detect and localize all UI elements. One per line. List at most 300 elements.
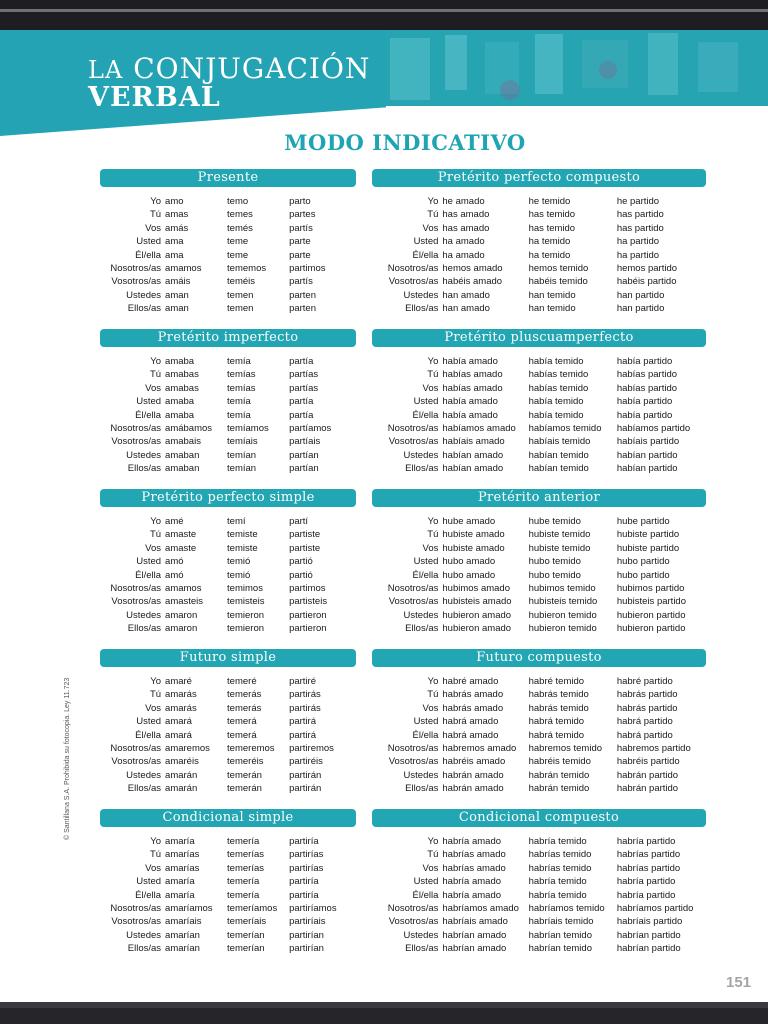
form-ir: habéis partido [616, 276, 677, 288]
person-label: Usted [413, 876, 439, 888]
form-er: temeréis [227, 756, 264, 768]
person-label: Tú [149, 849, 162, 861]
conjugation-row [100, 729, 356, 742]
conjugation-row [372, 929, 706, 942]
form-ar: amaréis [165, 756, 199, 768]
form-er: habréis temido [528, 756, 591, 768]
person-label: Yo [150, 516, 162, 527]
form-ir: habría partido [616, 836, 676, 847]
form-er: habrían temido [528, 943, 592, 955]
form-ar: amaba [165, 396, 195, 408]
form-er: temió [227, 569, 251, 581]
form-ir: hubiste partido [616, 542, 680, 554]
form-er: temeríais [227, 916, 267, 928]
form-ar: amabais [165, 436, 201, 448]
form-ar: hubieron amado [442, 623, 512, 635]
form-er: tememos [227, 262, 267, 274]
person-label: Vos [422, 542, 439, 554]
form-ar: habría amado [442, 889, 502, 901]
person-label: Ellos/as [405, 943, 439, 955]
conjugation-row [372, 382, 706, 395]
person-label: Usted [136, 556, 162, 568]
person-label: Ellos/as [405, 623, 439, 635]
form-ir: habríamos partido [616, 902, 694, 914]
section-heading: MODO INDICATIVO [284, 130, 526, 155]
top-bar-line [0, 9, 768, 12]
person-label: Yo [427, 516, 439, 527]
form-er: había temido [528, 396, 584, 408]
conjugation-row [100, 862, 356, 875]
form-ar: amás [165, 222, 189, 234]
form-ir: han partido [616, 303, 665, 315]
conjugation-row [100, 542, 356, 555]
form-ir: partisteis [289, 596, 328, 608]
form-ar: amáis [165, 276, 191, 288]
form-ar: habremos amado [442, 742, 517, 754]
form-ir: habrás partido [616, 689, 678, 701]
person-label: Vos [145, 702, 162, 714]
conjugation-row [372, 769, 706, 782]
person-label: Él/ella [412, 249, 439, 261]
form-ar: amaremos [165, 742, 210, 754]
form-ir: partiré [289, 676, 316, 687]
conjugation-row [372, 542, 706, 555]
conjugation-row [100, 368, 356, 381]
conjugation-row [100, 688, 356, 701]
form-ar: ha amado [442, 249, 485, 261]
person-label: Él/ella [412, 889, 439, 901]
form-er: habríamos temido [528, 902, 605, 914]
form-ar: amarías [165, 849, 200, 861]
person-label: Ustedes [126, 609, 162, 621]
person-label: Ellos/as [127, 303, 162, 315]
form-ar: hemos amado [442, 262, 503, 274]
person-label: Usted [136, 716, 162, 728]
form-ir: partíais [289, 436, 321, 448]
person-label: Ustedes [126, 289, 162, 301]
conjugation-row [100, 355, 356, 368]
form-ir: habrá partido [616, 716, 673, 728]
person-label: Tú [149, 209, 162, 221]
conjugation-row [100, 769, 356, 782]
person-label: Tú [427, 849, 439, 861]
form-er: temieron [227, 623, 265, 635]
form-ar: habríais amado [442, 916, 508, 928]
form-ir: hube partido [616, 516, 670, 527]
conjugation-row [100, 235, 356, 248]
form-ir: hubieron partido [616, 609, 686, 621]
form-ir: habrían partido [616, 943, 681, 955]
form-ar: aman [165, 289, 189, 301]
person-label: Tú [427, 369, 439, 381]
form-er: hubiste temido [528, 529, 591, 541]
conjugation-row [100, 835, 356, 848]
conjugation-row [100, 902, 356, 915]
form-er: habrá temido [528, 729, 585, 741]
person-label: Vos [422, 702, 439, 714]
form-er: habría temido [528, 889, 587, 901]
form-ar: amabas [165, 369, 199, 381]
person-label: Ustedes [126, 449, 162, 461]
form-ar: hubo amado [442, 569, 496, 581]
form-ir: partieron [289, 623, 327, 635]
form-ar: amaban [165, 449, 200, 461]
person-label: Nosotros/as [387, 902, 439, 914]
form-ir: partiste [289, 542, 321, 554]
form-er: hube temido [528, 516, 581, 527]
form-er: habrías temido [528, 849, 592, 861]
conjugation-row [372, 528, 706, 541]
person-label: Usted [413, 396, 439, 408]
form-ir: habremos partido [616, 742, 691, 754]
person-label: Él/ella [135, 409, 162, 421]
conjugation-row [372, 275, 706, 288]
form-er: hubieron temido [528, 609, 597, 621]
person-label: Tú [427, 689, 439, 701]
form-ar: habíais amado [442, 436, 505, 448]
form-ir: partirán [289, 769, 322, 781]
form-er: habrás temido [528, 689, 589, 701]
form-ir: habías partido [616, 382, 678, 394]
conjugation-row [100, 222, 356, 235]
conjugation-row [100, 302, 356, 315]
form-er: hubieron temido [528, 623, 597, 635]
conjugation-row [100, 715, 356, 728]
page-number: 151 [726, 974, 752, 991]
person-label: Yo [150, 676, 162, 687]
conjugation-row [372, 395, 706, 408]
form-ir: había partido [616, 356, 673, 367]
form-er: temerías [227, 862, 265, 874]
conjugation-row [100, 622, 356, 635]
person-label: Ustedes [403, 289, 439, 301]
form-ir: ha partido [616, 236, 660, 248]
conjugation-row [100, 289, 356, 302]
person-label: Usted [413, 236, 439, 248]
page-title-line2: VERBAL [88, 82, 221, 113]
person-label: Nosotros/as [110, 422, 162, 434]
form-ir: partiste [289, 529, 321, 541]
form-ar: habríamos amado [442, 902, 519, 914]
tense-section [100, 329, 356, 476]
conjugation-row [372, 782, 706, 795]
form-er: temería [227, 836, 260, 847]
tense-title: Pretérito perfecto simple [100, 489, 356, 507]
tense-title: Futuro simple [100, 649, 356, 667]
form-ir: partieron [289, 609, 327, 621]
tense-title: Pretérito imperfecto [100, 329, 356, 347]
form-ar: has amado [442, 222, 490, 234]
person-label: Él/ella [412, 729, 439, 741]
person-label: Vosotros/as [111, 276, 162, 288]
person-label: Yo [427, 676, 439, 687]
person-label: Ellos/as [127, 623, 162, 635]
person-label: Vosotros/as [388, 436, 439, 448]
form-er: habría temido [528, 876, 587, 888]
window-top-bar [0, 0, 768, 30]
form-ar: amaron [165, 609, 198, 621]
person-label: Tú [149, 529, 162, 541]
form-ar: amabas [165, 382, 199, 394]
form-er: temió [227, 556, 251, 568]
form-er: temieron [227, 609, 265, 621]
form-ar: he amado [442, 196, 485, 207]
tense-title: Presente [100, 169, 356, 187]
conjugation-row [100, 462, 356, 475]
form-ir: partes [289, 209, 316, 221]
tense-section [372, 649, 706, 796]
form-ar: habrías amado [442, 862, 506, 874]
conjugation-row [100, 382, 356, 395]
conjugation-row [372, 462, 706, 475]
form-ar: amas [165, 209, 189, 221]
person-label: Ustedes [403, 449, 439, 461]
conjugation-row [100, 889, 356, 902]
form-er: temes [227, 209, 253, 221]
form-ar: habías amado [442, 382, 503, 394]
form-ir: habían partido [616, 449, 678, 461]
person-label: Ustedes [126, 769, 162, 781]
form-er: habrías temido [528, 862, 592, 874]
form-ar: amaste [165, 542, 197, 554]
person-label: Él/ella [412, 569, 439, 581]
person-label: Vos [422, 222, 439, 234]
person-label: Vosotros/as [111, 596, 162, 608]
person-label: Usted [136, 876, 162, 888]
form-ir: partía [289, 396, 314, 408]
form-ir: parte [289, 236, 311, 248]
person-label: Ellos/as [405, 303, 439, 315]
form-ar: han amado [442, 303, 490, 315]
form-ar: amarás [165, 702, 197, 714]
form-er: habían temido [528, 449, 589, 461]
conjugation-row [372, 595, 706, 608]
conjugation-rows [372, 195, 706, 316]
form-er: habéis temido [528, 276, 588, 288]
conjugation-row [372, 835, 706, 848]
person-label: Ellos/as [127, 783, 162, 795]
form-ir: partía [289, 356, 314, 367]
conjugation-row [372, 729, 706, 742]
form-ar: amaba [165, 356, 195, 367]
form-ir: habría partido [616, 876, 676, 888]
form-ar: amábamos [165, 422, 213, 434]
conjugation-row [100, 929, 356, 942]
conjugation-row [100, 275, 356, 288]
person-label: Vosotros/as [111, 916, 162, 928]
person-label: Él/ella [135, 569, 162, 581]
bottom-bar-line [0, 1002, 768, 1008]
conjugation-row [372, 848, 706, 861]
conjugation-row [372, 555, 706, 568]
form-er: hubiste temido [528, 542, 591, 554]
form-er: habías temido [528, 369, 589, 381]
form-ar: habían amado [442, 463, 504, 475]
form-ar: amasteis [165, 596, 204, 608]
form-ir: partirían [289, 943, 324, 955]
conjugation-row [372, 208, 706, 221]
form-ar: amarás [165, 689, 197, 701]
conjugation-row [372, 409, 706, 422]
conjugation-row [372, 355, 706, 368]
form-ar: amaría [165, 836, 195, 847]
person-label: Él/ella [135, 729, 162, 741]
conjugation-row [100, 742, 356, 755]
person-label: Ustedes [403, 769, 439, 781]
tense-section [100, 169, 356, 316]
person-label: Vos [145, 222, 162, 234]
form-ir: parten [289, 303, 316, 315]
form-ir: hubieron partido [616, 623, 686, 635]
conjugation-row [100, 942, 356, 955]
person-label: Vosotros/as [388, 276, 439, 288]
form-ar: habrá amado [442, 729, 499, 741]
tense-section [100, 489, 356, 636]
form-er: he temido [528, 196, 571, 207]
form-ir: partía [289, 409, 314, 421]
form-er: temo [227, 196, 249, 207]
form-ir: partís [289, 276, 313, 288]
form-er: temían [227, 449, 257, 461]
person-label: Ellos/as [127, 943, 162, 955]
form-ir: partirías [289, 862, 324, 874]
form-ir: había partido [616, 396, 673, 408]
form-ar: ama [165, 236, 184, 248]
form-er: habremos temido [528, 742, 603, 754]
form-ar: hubisteis amado [442, 596, 512, 608]
form-er: temerías [227, 849, 265, 861]
tense-section [372, 329, 706, 476]
page-title-line1: LA CONJUGACIÓN [88, 52, 371, 85]
conjugation-rows [100, 675, 356, 796]
form-ir: habrías partido [616, 849, 681, 861]
conjugation-row [100, 875, 356, 888]
conjugation-row [372, 195, 706, 208]
form-ar: habría amado [442, 836, 502, 847]
person-label: Tú [427, 209, 439, 221]
person-label: Ustedes [403, 929, 439, 941]
form-ar: habían amado [442, 449, 504, 461]
copyright-note: © Santillana S.A. Prohibida su fotocopia. Ley 11.723 [64, 677, 71, 840]
form-er: has temido [528, 209, 576, 221]
form-ar: hubo amado [442, 556, 496, 568]
form-er: hubo temido [528, 556, 581, 568]
form-ir: partirá [289, 716, 316, 728]
conjugation-row [372, 422, 706, 435]
person-label: Ustedes [403, 609, 439, 621]
person-label: Nosotros/as [110, 742, 162, 754]
conjugation-rows [100, 195, 356, 316]
form-ar: hube amado [442, 516, 496, 527]
form-er: habría temido [528, 836, 587, 847]
tense-section [372, 809, 706, 956]
form-ir: hubimos partido [616, 582, 685, 594]
form-ir: partió [289, 569, 313, 581]
form-ir: habrán partido [616, 769, 679, 781]
form-ar: amará [165, 729, 192, 741]
person-label: Nosotros/as [387, 422, 439, 434]
form-er: habíamos temido [528, 422, 602, 434]
person-label: Yo [150, 356, 162, 367]
conjugation-row [372, 368, 706, 381]
form-er: habías temido [528, 382, 589, 394]
person-label: Nosotros/as [110, 262, 162, 274]
conjugation-row [372, 569, 706, 582]
form-ir: partías [289, 369, 319, 381]
form-er: teméis [227, 276, 256, 288]
form-ar: amaría [165, 889, 195, 901]
form-er: temen [227, 303, 254, 315]
form-er: han temido [528, 289, 576, 301]
form-er: hubimos temido [528, 582, 596, 594]
form-ar: amaban [165, 463, 200, 475]
person-label: Yo [150, 196, 162, 207]
form-er: temeríamos [227, 902, 278, 914]
person-label: Ellos/as [405, 463, 439, 475]
form-ar: habrías amado [442, 849, 506, 861]
person-label: Yo [427, 836, 439, 847]
conjugation-rows [372, 355, 706, 476]
conjugation-rows [372, 675, 706, 796]
form-er: temí [227, 516, 246, 527]
form-er: temerán [227, 783, 262, 795]
form-ar: amé [165, 516, 184, 527]
form-er: temimos [227, 582, 263, 594]
form-ar: habrán amado [442, 769, 504, 781]
conjugation-rows [100, 355, 356, 476]
conjugation-row [372, 715, 706, 728]
form-er: temías [227, 382, 256, 394]
conjugation-row [100, 848, 356, 861]
form-ir: partirían [289, 929, 324, 941]
form-ar: amaste [165, 529, 197, 541]
form-ar: amará [165, 716, 192, 728]
header-decoration [360, 30, 768, 106]
person-label: Tú [149, 369, 162, 381]
form-er: temerían [227, 943, 265, 955]
person-label: Vos [145, 542, 162, 554]
form-er: temeré [227, 676, 257, 687]
conjugation-row [372, 688, 706, 701]
person-label: Nosotros/as [387, 742, 439, 754]
form-ir: habían partido [616, 463, 678, 475]
form-er: hemos temido [528, 262, 589, 274]
person-label: Vos [145, 862, 162, 874]
conjugation-row [372, 262, 706, 275]
form-ir: habrán partido [616, 783, 679, 795]
form-ir: partían [289, 449, 319, 461]
form-ar: amaba [165, 409, 195, 421]
form-ar: aman [165, 303, 189, 315]
form-ar: habrás amado [442, 689, 504, 701]
form-er: temiste [227, 529, 258, 541]
form-er: habrán temido [528, 783, 590, 795]
form-ar: habría amado [442, 876, 502, 888]
form-ar: ha amado [442, 236, 485, 248]
form-ir: había partido [616, 409, 673, 421]
conjugation-row [372, 675, 706, 688]
tense-title: Pretérito perfecto compuesto [372, 169, 706, 187]
conjugation-row [372, 222, 706, 235]
person-label: Vosotros/as [388, 756, 439, 768]
conjugation-row [372, 609, 706, 622]
conjugation-row [100, 422, 356, 435]
form-er: habrá temido [528, 716, 585, 728]
person-label: Él/ella [412, 409, 439, 421]
conjugation-row [372, 942, 706, 955]
form-ar: amaré [165, 676, 192, 687]
form-er: hubisteis temido [528, 596, 598, 608]
